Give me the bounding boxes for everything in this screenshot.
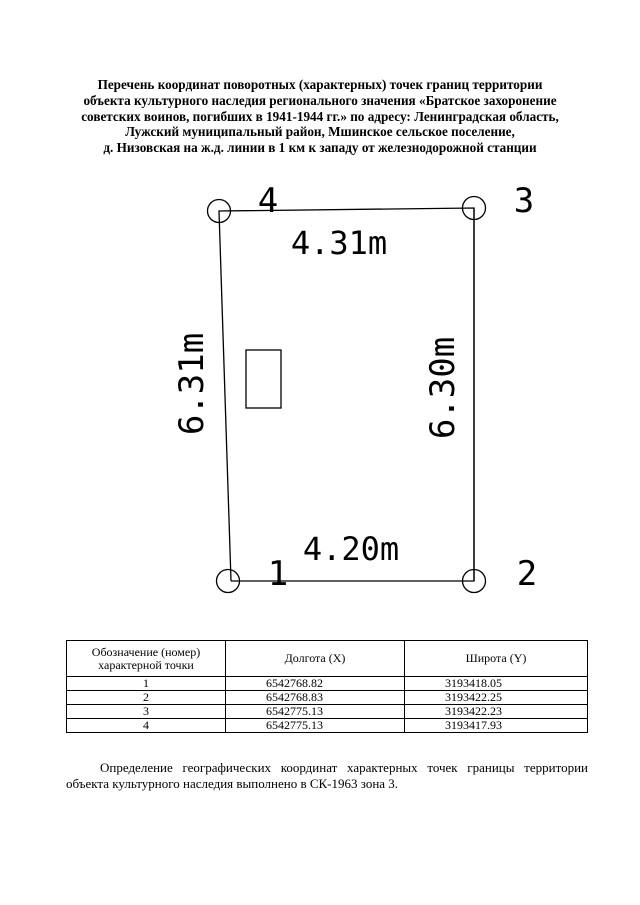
- cell-x: 6542768.83: [226, 691, 405, 705]
- monument-outline: [246, 350, 281, 408]
- cell-point: 2: [67, 691, 226, 705]
- cell-y: 3193418.05: [405, 677, 588, 691]
- table-row: [67, 719, 588, 733]
- dimension-right: 6.30m: [423, 336, 463, 440]
- point-label-1: 1: [267, 554, 289, 594]
- header-latitude: Широта (Y): [405, 641, 588, 677]
- cell-x: 6542768.82: [226, 677, 405, 691]
- title-line: советских воинов, погибших в 1941-1944 гг.» по адресу: Ленинградская область,: [81, 108, 559, 124]
- point-label-4: 4: [257, 181, 279, 221]
- cell-point: 3: [67, 705, 226, 719]
- table-row: [67, 677, 588, 691]
- point-label-2: 2: [516, 554, 538, 594]
- title-line: Лужский муниципальный район, Мшинское сельское поселение,: [125, 124, 515, 140]
- table-row: [67, 705, 588, 719]
- cell-x: 6542775.13: [226, 705, 405, 719]
- cell-y: 3193417.93: [405, 719, 588, 733]
- coordinate-system-note: Определение географических координат характерных точек границы территории объекта культурного наследия выполнено в СК-1963 зона 3.: [66, 760, 588, 791]
- table-header-row: [67, 641, 588, 677]
- coordinates-table: [66, 640, 588, 733]
- cell-y: 3193422.23: [405, 705, 588, 719]
- title-line: объекта культурного наследия регионального значения «Братское захоронение: [83, 92, 557, 108]
- cell-point: 1: [67, 677, 226, 691]
- header-point: Обозначение (номер) характерной точки: [67, 641, 226, 677]
- dimension-top: 4.31m: [290, 224, 388, 262]
- dimension-left: 6.31m: [172, 332, 212, 436]
- dimension-bottom: 4.20m: [302, 530, 400, 568]
- table-row: [67, 691, 588, 705]
- point-label-3: 3: [513, 181, 535, 221]
- cell-y: 3193422.25: [405, 691, 588, 705]
- header-longitude: Долгота (X): [226, 641, 405, 677]
- cell-point: 4: [67, 719, 226, 733]
- title-line: д. Низовская на ж.д. линии в 1 км к западу от железнодорожной станции: [103, 140, 537, 156]
- title-line: Перечень координат поворотных (характерных) точек границ территории: [97, 77, 543, 92]
- cell-x: 6542775.13: [226, 719, 405, 733]
